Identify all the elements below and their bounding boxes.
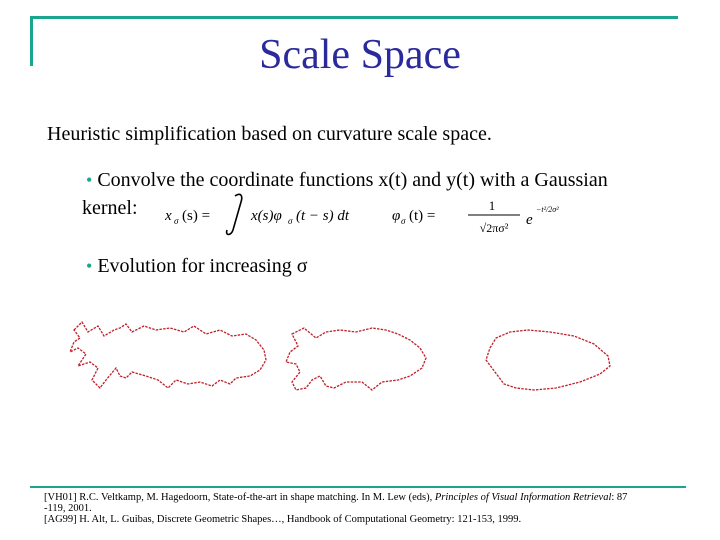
intro-text: Heuristic simplification based on curvature scale space. [47, 123, 492, 145]
reference-vh01-book: Principles of Visual Information Retrieval [434, 492, 612, 503]
formula2-numerator: 1 [488, 198, 496, 213]
bullet-convolve [86, 169, 608, 192]
reference-vh01 [44, 492, 720, 503]
formula2-e: e [526, 212, 533, 228]
slide-title: Scale Space [259, 32, 461, 78]
formula1-lhs: x [165, 208, 172, 224]
formula2-sub: σ [401, 216, 406, 226]
fish-contour-detailed [70, 322, 266, 388]
reference-vh01-text: [VH01] R.C. Veltkamp, M. Hagedoorn, State-of-the-art in shape matching. In M. Lew (eds), [44, 492, 435, 503]
reference-vh01-pages: : 87 [611, 492, 628, 503]
shape-evolution-figure [60, 318, 670, 398]
fish-contour-evolved [486, 330, 610, 390]
bullet-evolution [86, 255, 308, 278]
bullet-kernel-label: kernel: [82, 197, 138, 219]
formula2-exponent: −t²/2σ² [536, 205, 559, 214]
bullet-dot-icon: • [86, 256, 93, 276]
references [44, 492, 720, 525]
formula1-lhs-sub: σ [174, 216, 179, 226]
sigma-symbol: σ [296, 255, 308, 277]
formula1-rest: (t − s) dt [296, 208, 350, 224]
reference-ag99: [AG99] H. Alt, L. Guibas, Discrete Geometric Shapes…, Handbook of Computational Geometry: 121-153, 1999. [44, 514, 522, 526]
integral-sign [227, 194, 242, 234]
formula2-lhs: φ [392, 208, 401, 224]
formula2-arg: (t) = [409, 208, 436, 224]
gaussian-kernel-formula [392, 190, 562, 238]
formula1-integrand: x(s)φ [251, 208, 282, 224]
convolution-formula [165, 190, 375, 238]
reference-vh01-cont: -119, 2001. [44, 503, 92, 515]
fish-contour-smoothed [286, 328, 426, 390]
bullet-convolve-text: Convolve the coordinate functions x(t) and y(t) with a Gaussian [97, 169, 608, 191]
top-rule [30, 16, 678, 19]
footer-rule [30, 486, 686, 488]
bullet-evolution-text: Evolution for increasing [97, 255, 297, 277]
formula1-sub: σ [288, 216, 293, 226]
formula2-denominator: √2πσ² [479, 221, 509, 235]
formula1-lhs-arg: (s) = [182, 208, 211, 224]
bullet-dot-icon: • [86, 170, 93, 190]
